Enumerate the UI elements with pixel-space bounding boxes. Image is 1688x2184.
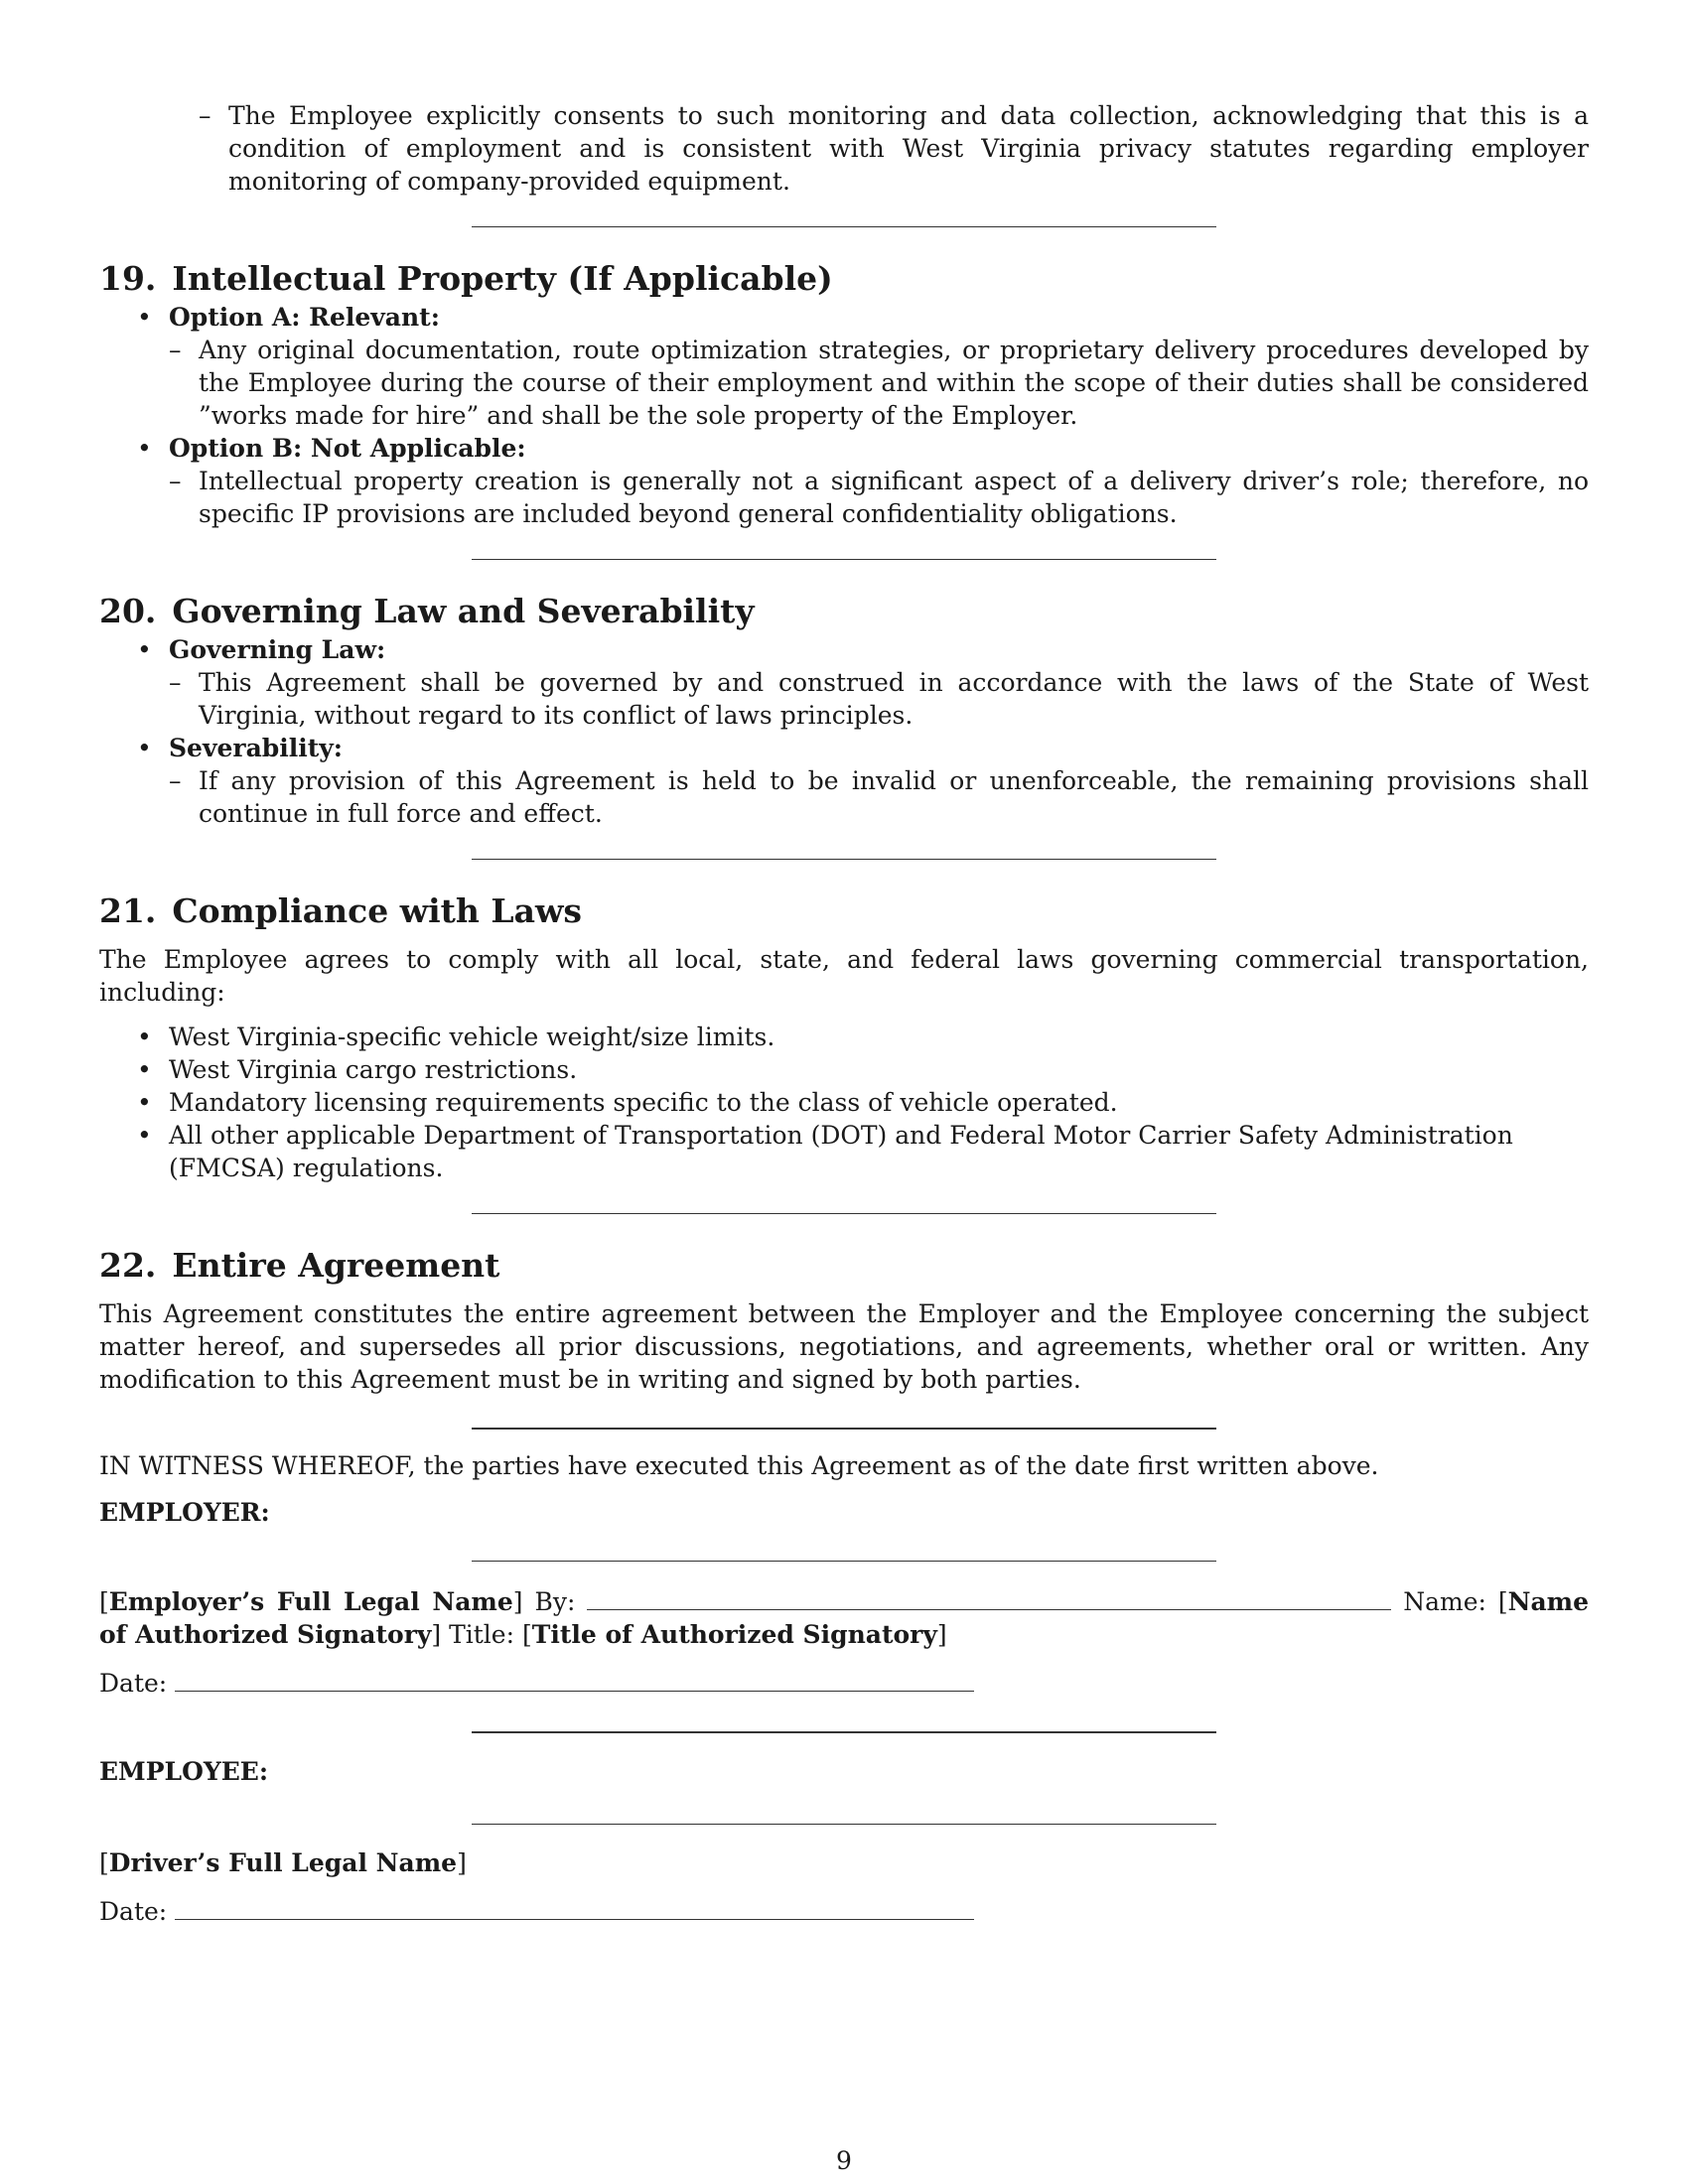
employer-legal-name: Employer’s Full Legal Name: [108, 1587, 513, 1616]
employer-signature-line[interactable]: [587, 1583, 1391, 1610]
employer-heading: EMPLOYER:: [99, 1498, 270, 1527]
section-number: 20.: [99, 592, 157, 630]
title-label: Title:: [449, 1620, 515, 1649]
dash-marker: –: [169, 336, 182, 364]
list-item: • Mandatory licensing requirements specific to the class of vehicle operated.: [99, 1086, 1589, 1119]
section-21-intro: The Employee agrees to comply with all local, state, and federal laws governing commercial transportation, including:: [99, 945, 1589, 1007]
sub-item: [169, 334, 1589, 432]
employee-date-line[interactable]: [175, 1893, 974, 1920]
section-19-heading: [99, 259, 1589, 299]
list-item: [99, 732, 1589, 830]
employee-legal-name: Driver’s Full Legal Name: [108, 1848, 458, 1877]
intro-sub-item: [199, 99, 1589, 198]
sub-item: [169, 465, 1589, 530]
sub-item-text: If any provision of this Agreement is held to be invalid or unenforceable, the remaining provisions shall continue in full force and effect.: [199, 766, 1589, 828]
name-label: Name:: [1403, 1587, 1486, 1616]
sub-item-text: This Agreement shall be governed by and construed in accordance with the laws of the State of West Virginia, without regard to its conflict of laws principles.: [199, 668, 1589, 730]
sub-item-text: Intellectual property creation is generally not a significant aspect of a delivery driver’s role; therefore, no specific IP provisions are included beyond general confidentiality obligations.: [199, 467, 1589, 528]
list-item: [99, 301, 1589, 432]
page-number: 9: [836, 2146, 852, 2175]
signatory-title: Title of Authorized Signatory: [531, 1620, 937, 1649]
section-20-heading: [99, 592, 1589, 631]
option-label: Option B: Not Applicable:: [169, 434, 526, 463]
sub-item-text: Any original documentation, route optimization strategies, or proprietary delivery procedures developed by the Employee during the course of their employment and within the scope of their duties shall be considered ”works made for hire” and shall be the sole property of the Employer.: [199, 336, 1589, 430]
section-22-text: This Agreement constitutes the entire agreement between the Employer and the Employee concerning the subject matter hereof, and supersedes all prior discussions, negotiations, and agreements, whether oral or written. Any modification to this Agreement must be in writing and signed by both parties.: [99, 1299, 1589, 1394]
section-21-list: [99, 1021, 1589, 1184]
option-label: Option A: Relevant:: [169, 303, 440, 332]
employer-date-row: [99, 1665, 1589, 1700]
item-label: Severability:: [169, 734, 344, 762]
sub-item: [169, 764, 1589, 830]
employee-date-row: [99, 1893, 1589, 1928]
section-number: 19.: [99, 259, 157, 298]
section-number: 21.: [99, 891, 157, 930]
witness-clause: IN WITNESS WHEREOF, the parties have executed this Agreement as of the date first written above.: [99, 1451, 1379, 1480]
section-20-list: [99, 633, 1589, 830]
dash-marker: –: [169, 467, 182, 495]
employer-date-line[interactable]: [175, 1665, 974, 1692]
section-title: Intellectual Property (If Applicable): [172, 259, 833, 298]
list-item: [99, 432, 1589, 530]
section-number: 22.: [99, 1246, 157, 1285]
signatory-name: Name of Authorized Signatory: [99, 1587, 1590, 1649]
date-label: Date:: [99, 1669, 168, 1698]
employee-heading: EMPLOYEE:: [99, 1757, 269, 1786]
dash-marker: –: [169, 668, 182, 697]
list-item: [99, 633, 1589, 732]
list-item: • West Virginia-specific vehicle weight/size limits.: [99, 1021, 1589, 1053]
dash-marker: –: [169, 766, 182, 795]
date-label: Date:: [99, 1897, 168, 1926]
sub-item: [169, 666, 1589, 732]
section-title: Entire Agreement: [172, 1246, 500, 1285]
section-21-heading: [99, 891, 1589, 931]
employer-signature-block: [Employer’s Full Legal Name] By: Name: [Name of Authorized Signatory] Title: [Title of Authorized Signatory]: [99, 1583, 1589, 1651]
list-item: • West Virginia cargo restrictions.: [99, 1053, 1589, 1086]
employee-signature-block: [Driver’s Full Legal Name]: [99, 1848, 467, 1877]
by-label: By:: [534, 1587, 576, 1616]
dash-marker: –: [199, 101, 211, 130]
section-title: Compliance with Laws: [172, 891, 582, 930]
item-label: Governing Law:: [169, 635, 386, 664]
section-22-heading: [99, 1246, 1589, 1286]
section-19-list: [99, 301, 1589, 530]
list-item: • All other applicable Department of Transportation (DOT) and Federal Motor Carrier Safety Administration (FMCSA) regulations.: [99, 1119, 1589, 1184]
sub-item-text: The Employee explicitly consents to such monitoring and data collection, acknowledging that this is a condition of employment and is consistent with West Virginia privacy statutes regarding employer monitoring of company-provided equipment.: [228, 101, 1589, 196]
section-title: Governing Law and Severability: [172, 592, 755, 630]
